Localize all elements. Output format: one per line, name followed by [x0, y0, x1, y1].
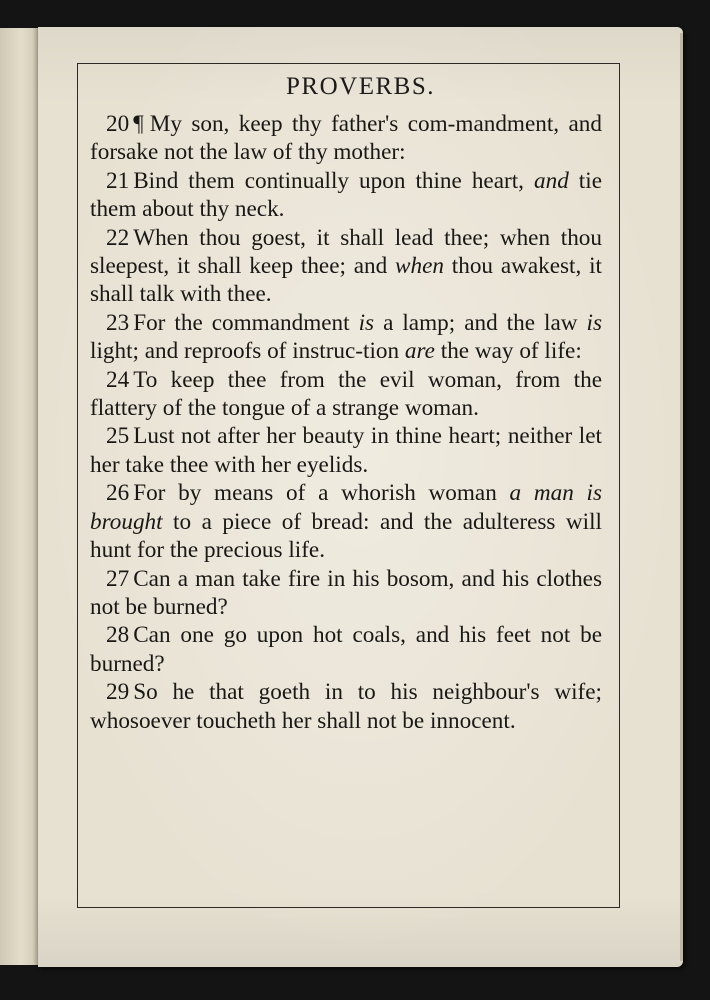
verse-text: Can a man take fire in his bosom, and his clothes not be burned?: [90, 565, 602, 620]
verse-24: [90, 366, 602, 423]
verse-27: [90, 565, 602, 622]
verse-number: 21: [106, 167, 130, 194]
verse-26: [90, 479, 602, 564]
verse-text: For the commandment: [133, 309, 359, 336]
facing-page-edge: [0, 28, 39, 965]
verse-text: So he that goeth in to his neighbour's wife; whosoever toucheth her shall not be innocent.: [90, 679, 602, 734]
verse-text: Lust not after her beauty in thine heart; neither let her take thee with her eyelids.: [90, 423, 602, 478]
italic-supplied-words: and: [534, 167, 569, 194]
verse-number: 20: [106, 111, 130, 137]
italic-supplied-words: when: [395, 253, 444, 280]
verse-number: 26: [106, 480, 130, 507]
verse-text: light; and reproofs of instruc-tion: [90, 338, 405, 365]
italic-supplied-words: is: [586, 309, 602, 336]
verse-text-block: [90, 110, 602, 735]
verse-text: a lamp; and the law: [374, 309, 587, 336]
verse-29: [90, 678, 602, 735]
verse-25: [90, 422, 602, 479]
verse-text: Can one go upon hot coals, and his feet not be burned?: [90, 622, 602, 677]
verse-number: 25: [106, 423, 130, 450]
running-head: PROVERBS.: [286, 73, 435, 100]
verse-22: [90, 224, 602, 309]
verse-text: the way of life:: [434, 338, 582, 365]
verse-number: 23: [106, 309, 130, 336]
page-fore-edge: [680, 33, 683, 961]
verse-number: 29: [106, 679, 130, 706]
verse-text: thou awakest, it shall talk with thee.: [90, 253, 602, 308]
italic-supplied-words: is: [358, 309, 375, 336]
verse-text: My son, keep thy father's com-mandment, and forsake not the law of thy mother:: [90, 111, 602, 166]
verse-28: [90, 621, 602, 678]
verse-text: To keep thee from the evil woman, from the flattery of the tongue of a strange woman.: [90, 366, 602, 422]
verse-number: 27: [106, 565, 130, 592]
verse-21: [90, 167, 602, 224]
verse-text: to a piece of bread: and the adulteress will hunt for the precious life.: [90, 508, 602, 564]
italic-supplied-words: a man is brought: [90, 480, 603, 535]
verse-text: For by means of a whorish woman: [133, 480, 510, 507]
verse-number: 22: [106, 224, 130, 251]
verse-23: [90, 309, 602, 366]
verse-20: [90, 110, 602, 167]
book-page: [38, 27, 683, 967]
verse-number: 24: [106, 366, 130, 393]
italic-supplied-words: are: [404, 338, 435, 365]
verse-number: 28: [106, 622, 130, 649]
verse-text: When thou goest, it shall lead thee; when thou sleepest, it shall keep thee; and: [90, 224, 602, 280]
verse-text: tie them about thy neck.: [90, 167, 602, 223]
verse-text: Bind them continually upon thine heart,: [133, 167, 534, 194]
pilcrow-mark: ¶: [133, 111, 144, 137]
